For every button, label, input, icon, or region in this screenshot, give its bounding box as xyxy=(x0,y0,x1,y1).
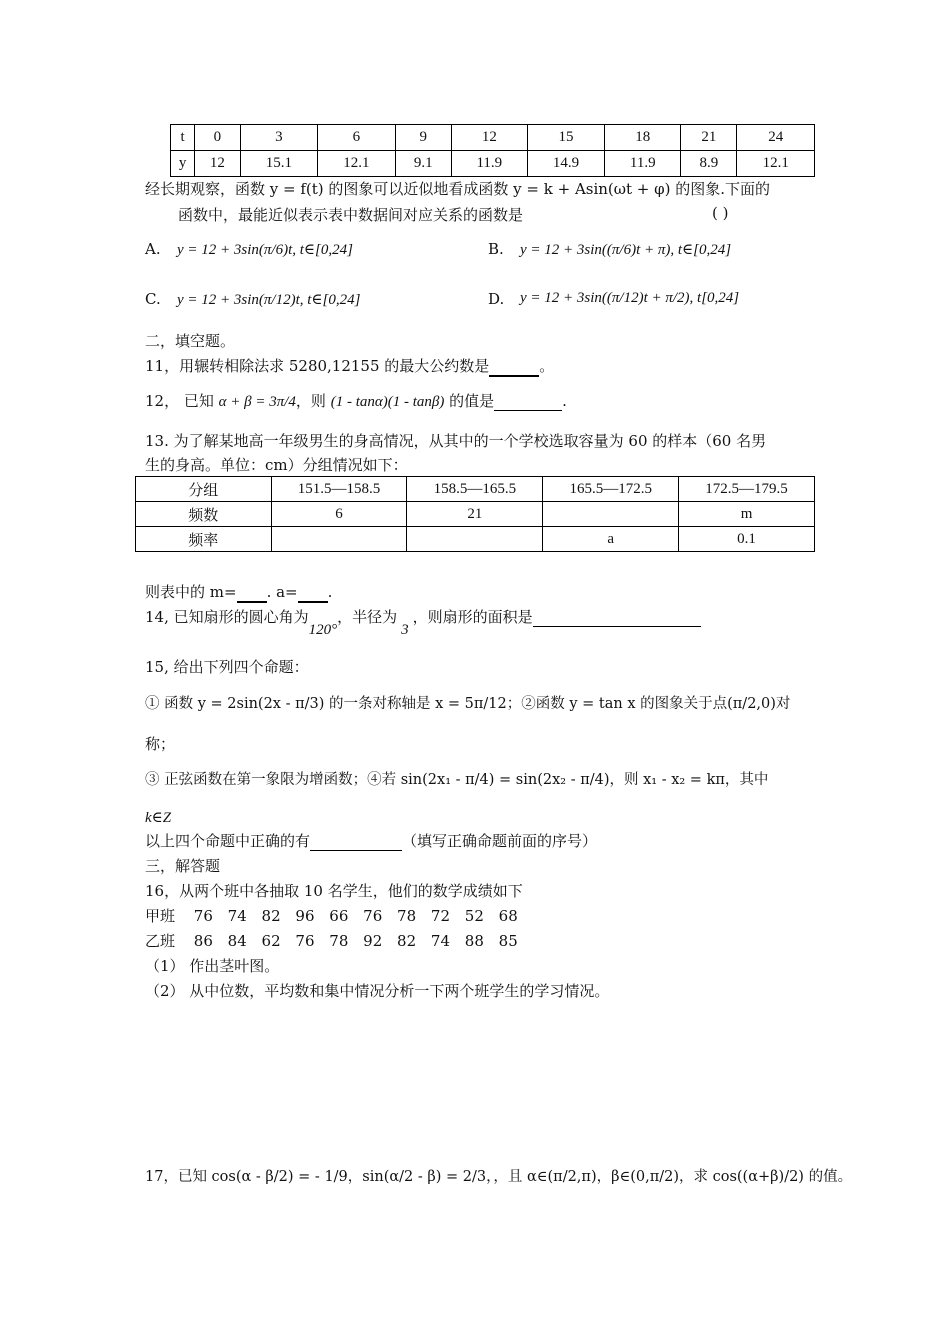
q15-p2: ③ 正弦函数在第一象限为增函数；④若 sin(2x₁ - π/4) = sin(2x₂ - π/4)，则 x₁ - x₂ = kπ，其中 xyxy=(145,772,769,788)
table-header-cell: 158.5—165.5 xyxy=(407,477,543,502)
q10-line2: 函数中，最能近似表示表中数据间对应关系的函数是 xyxy=(178,206,524,224)
score: 52 xyxy=(464,907,484,925)
score: 66 xyxy=(329,907,349,925)
q10-paren: ( ) xyxy=(712,204,729,222)
q11 xyxy=(145,355,554,377)
option-c: y = 12 + 3sin(π/12)t, t∈[0,24] xyxy=(177,292,361,308)
q14-post: ，则扇形的面积是 xyxy=(412,608,533,626)
score: 92 xyxy=(363,932,383,950)
q14-pre: 14, 已知扇形的圆心角为 xyxy=(145,608,309,626)
q14 xyxy=(145,606,701,638)
table-row xyxy=(136,502,815,527)
q10-line1: 经长期观察，函数 y = f(t) 的图象可以近似地看成函数 y = k + Asin(ωt + φ) 的图象.下面的 xyxy=(145,180,771,198)
table-cell: 0 xyxy=(195,125,241,151)
table-cell xyxy=(271,527,407,552)
score: 78 xyxy=(397,907,417,925)
q12-pre: 12， 已知 xyxy=(145,392,214,410)
q15-conclusion-text2: （填写正确命题前面的序号） xyxy=(402,832,598,850)
table-cell: 14.9 xyxy=(527,151,605,177)
table-cell: 12.1 xyxy=(737,151,815,177)
section-heading: 三，解答题 xyxy=(145,857,221,875)
q16-intro: 16，从两个班中各抽取 10 名学生，他们的数学成绩如下 xyxy=(145,882,523,900)
q14-radius: 3 xyxy=(401,622,409,638)
answer-blank xyxy=(298,583,328,603)
table-cell: 频数 xyxy=(136,502,272,527)
q14-angle: 120° xyxy=(308,622,338,638)
class-a-label: 甲班 xyxy=(145,907,176,925)
q13-after-text3: . xyxy=(327,583,333,601)
q11-end: 。 xyxy=(539,357,555,375)
q11-text: 11，用辗转相除法求 5280,12155 的最大公约数是 xyxy=(145,357,490,375)
table-cell: 12 xyxy=(195,151,241,177)
table-cell: 15.1 xyxy=(240,151,318,177)
q15-intro: 15, 给出下列四个命题： xyxy=(145,658,309,676)
option-b: y = 12 + 3sin((π/6)t + π), t∈[0,24] xyxy=(520,242,732,258)
q15-p1: ① 函数 y = 2sin(2x - π/3) 的一条对称轴是 x = 5π/12；②函数 y = tan x 的图象关于点(π/2,0)对 xyxy=(145,696,791,712)
option-b-label: B. xyxy=(488,240,504,258)
score: 88 xyxy=(464,932,484,950)
score: 76 xyxy=(295,932,315,950)
table-row xyxy=(171,125,815,151)
q15-p1b: 称； xyxy=(145,735,176,753)
table-cell: 8.9 xyxy=(681,151,737,177)
q13-line1: 13. 为了解某地高一年级男生的身高情况，从其中的一个学校选取容量为 60 的样本（60 名男 xyxy=(145,432,767,450)
table-row xyxy=(171,151,815,177)
answer-blank xyxy=(494,392,562,411)
t-y-table xyxy=(170,124,815,177)
table-cell: 15 xyxy=(527,125,605,151)
score: 74 xyxy=(430,932,451,950)
score: 72 xyxy=(430,907,451,925)
table-cell: 24 xyxy=(737,125,815,151)
answer-blank xyxy=(489,357,539,377)
score: 68 xyxy=(498,907,518,925)
q13-after-text2: . a= xyxy=(266,583,298,601)
q13-after-text: 则表中的 m= xyxy=(145,583,237,601)
table-cell: 12.1 xyxy=(318,151,396,177)
table-cell: m xyxy=(679,502,815,527)
q15-p2b: k∈Z xyxy=(145,810,172,826)
table-header-cell: 172.5—179.5 xyxy=(679,477,815,502)
q12-expr2: (1 - tanα)(1 - tanβ) xyxy=(330,394,445,410)
answer-blank xyxy=(310,832,402,851)
score: 86 xyxy=(193,932,213,950)
option-d: y = 12 + 3sin((π/12)t + π/2), t[0,24] xyxy=(520,290,740,306)
q12 xyxy=(145,390,567,411)
q12-expr: α + β = 3π/4 xyxy=(218,394,296,410)
score: 76 xyxy=(363,907,383,925)
class-a-row xyxy=(145,905,518,926)
q12-post: 的值是 xyxy=(449,392,495,410)
q13-line2: 生的身高。单位：cm）分组情况如下： xyxy=(145,456,408,474)
answer-blank xyxy=(533,608,701,627)
table-cell: 0.1 xyxy=(679,527,815,552)
table-cell: 9.1 xyxy=(395,151,451,177)
q16-sub2: （2） 从中位数，平均数和集中情况分析一下两个班学生的学习情况。 xyxy=(145,982,610,1000)
score: 78 xyxy=(329,932,349,950)
table-row xyxy=(136,477,815,502)
score: 85 xyxy=(498,932,518,950)
class-b-label: 乙班 xyxy=(145,932,176,950)
table-cell: 6 xyxy=(271,502,407,527)
score: 62 xyxy=(261,932,281,950)
q16-sub1: （1） 作出茎叶图。 xyxy=(145,957,280,975)
section-heading: 二，填空题。 xyxy=(145,332,236,350)
q15-conclusion-text: 以上四个命题中正确的有 xyxy=(145,832,311,850)
q17: 17，已知 cos(α - β/2) = - 1/9，sin(α/2 - β) = 2/3，，且 α∈(π/2,π)，β∈(0,π/2)，求 cos((α+β)/2) 的值。 xyxy=(145,1169,853,1185)
table-cell: y xyxy=(171,151,195,177)
table-cell: 6 xyxy=(318,125,396,151)
score: 96 xyxy=(295,907,315,925)
table-cell xyxy=(543,502,679,527)
answer-blank xyxy=(237,583,267,603)
q12-end: . xyxy=(562,392,567,410)
table-cell: 21 xyxy=(681,125,737,151)
table-header-cell: 151.5—158.5 xyxy=(271,477,407,502)
score: 84 xyxy=(227,932,247,950)
table-cell: 11.9 xyxy=(605,151,681,177)
q14-mid: ，半径为 xyxy=(337,608,398,626)
table-cell: 12 xyxy=(451,125,527,151)
table-cell: 21 xyxy=(407,502,543,527)
table-cell: 频率 xyxy=(136,527,272,552)
table-row xyxy=(136,527,815,552)
q12-mid: ，则 xyxy=(295,392,326,410)
score: 82 xyxy=(261,907,281,925)
table-cell: t xyxy=(171,125,195,151)
q13-after xyxy=(145,581,332,603)
table-cell: 3 xyxy=(240,125,318,151)
option-c-label: C. xyxy=(145,290,161,308)
table-cell: 9 xyxy=(395,125,451,151)
table-header-cell: 165.5—172.5 xyxy=(543,477,679,502)
table-cell: 11.9 xyxy=(451,151,527,177)
option-a-label: A. xyxy=(145,240,161,258)
table-cell: 18 xyxy=(605,125,681,151)
score: 82 xyxy=(397,932,417,950)
option-a: y = 12 + 3sin(π/6)t, t∈[0,24] xyxy=(177,242,353,258)
table-cell xyxy=(407,527,543,552)
height-group-table xyxy=(135,476,815,552)
table-header-cell: 分组 xyxy=(136,477,272,502)
score: 74 xyxy=(227,907,247,925)
class-b-row xyxy=(145,930,518,951)
table-cell: a xyxy=(543,527,679,552)
q15-conclusion xyxy=(145,830,597,851)
score: 76 xyxy=(193,907,213,925)
option-d-label: D. xyxy=(488,290,505,308)
